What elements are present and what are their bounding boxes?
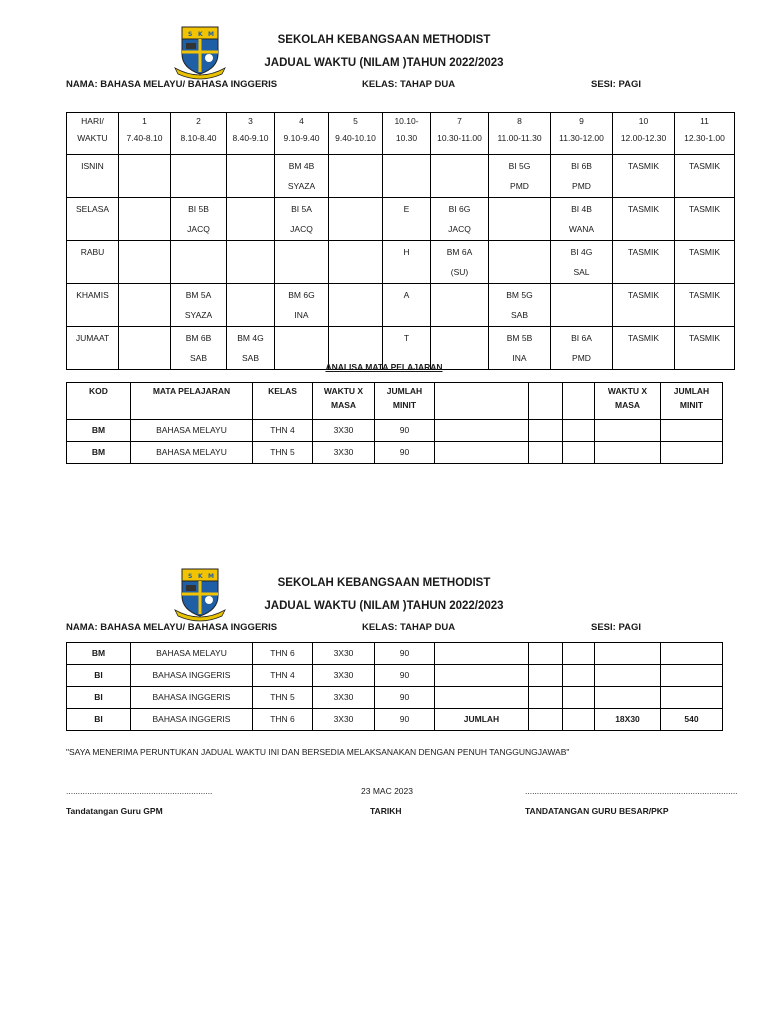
period-cell	[171, 198, 227, 241]
header-line: 11.00-11.30	[497, 133, 542, 143]
analysis-cell: BI	[67, 687, 131, 709]
analysis-header-text: KOD	[89, 386, 108, 396]
analysis-cell: JUMLAH	[435, 709, 529, 731]
day-label: JUMAAT	[75, 333, 110, 343]
day-cell	[67, 198, 119, 241]
period-cell	[171, 155, 227, 198]
lesson-text: BI 6A	[571, 333, 592, 343]
period-cell	[171, 284, 227, 327]
analysis-cell: 3X30	[313, 643, 375, 665]
lesson-text: H	[403, 247, 410, 257]
analysis-cell	[435, 420, 529, 442]
period-cell	[329, 241, 383, 284]
analysis-cell	[435, 687, 529, 709]
header-line: 12.30-1.00	[684, 133, 725, 143]
period-cell	[329, 284, 383, 327]
analysis-cell	[595, 420, 661, 442]
period-cell	[613, 241, 675, 284]
lesson-text: SAB	[241, 353, 259, 363]
lesson-text: JACQ	[290, 224, 313, 234]
analysis-row	[67, 687, 723, 709]
analysis-title: ANALISA MATA PELAJARAN	[325, 362, 443, 372]
teacher-name: NAMA: BAHASA MELAYU/ BAHASA INGGERIS	[66, 79, 278, 90]
timetable-header-cell	[489, 113, 551, 155]
period-cell	[431, 155, 489, 198]
analysis-cell: 540	[661, 709, 723, 731]
analysis-header-cell	[253, 383, 313, 420]
signature-line-right: ..........................................................................................	[525, 786, 738, 796]
lesson-text: (SU)	[450, 267, 469, 277]
analysis-cell: 90	[375, 665, 435, 687]
signature-line-left: ..............................................................	[66, 786, 213, 796]
analysis-header-cell	[375, 383, 435, 420]
timetable-header-cell	[275, 113, 329, 155]
lesson-text: BI 6G	[448, 204, 471, 214]
period-cell	[551, 241, 613, 284]
timetable-header-cell	[383, 113, 431, 155]
period-cell	[431, 284, 489, 327]
analysis-cell: 3X30	[313, 420, 375, 442]
analysis-cell: BAHASA INGGERIS	[131, 665, 253, 687]
svg-text:K: K	[198, 573, 203, 580]
lesson-text: TASMIK	[688, 333, 720, 343]
analysis-row	[67, 420, 723, 442]
period-cell	[675, 155, 735, 198]
analysis-cell	[435, 665, 529, 687]
analysis-cell	[661, 665, 723, 687]
analysis-cell	[435, 442, 529, 464]
lesson-text: SAL	[573, 267, 590, 277]
lesson-text: WANA	[568, 224, 595, 234]
timetable-header-row	[67, 113, 735, 155]
lesson-text: INA	[294, 310, 309, 320]
header-line: 7.40-8.10	[126, 133, 163, 143]
analysis-header-text: WAKTU X	[607, 386, 648, 396]
analysis-cell: 3X30	[313, 709, 375, 731]
lesson-text: JACQ	[448, 224, 471, 234]
timetable-header-cell	[67, 113, 119, 155]
day-cell	[67, 241, 119, 284]
lesson-text: TASMIK	[688, 161, 720, 171]
lesson-text: JACQ	[187, 224, 210, 234]
analysis-cell	[563, 420, 595, 442]
analysis-cell: 90	[375, 643, 435, 665]
period-cell	[119, 284, 171, 327]
header-line: 5	[353, 116, 358, 126]
header-line: 9.10-9.40	[283, 133, 320, 143]
day-label: RABU	[80, 247, 105, 257]
lesson-text: BM 5B	[506, 333, 533, 343]
header-line: 8	[517, 116, 522, 126]
period-cell	[329, 155, 383, 198]
analysis-header-cell	[529, 383, 563, 420]
lesson-text: BM 6B	[185, 333, 212, 343]
header-line: 3	[248, 116, 253, 126]
lesson-text: BM 4G	[237, 333, 264, 343]
timetable-row	[67, 241, 735, 284]
lesson-text: A	[403, 290, 410, 300]
lesson-text: PMD	[572, 181, 591, 191]
analysis-cell: 90	[375, 687, 435, 709]
lesson-text: TASMIK	[627, 290, 659, 300]
svg-text:S: S	[188, 31, 193, 38]
analysis-row	[67, 665, 723, 687]
analysis-cell: BAHASA MELAYU	[131, 420, 253, 442]
analysis-cell	[563, 687, 595, 709]
schedule-title-2: JADUAL WAKTU (NILAM )TAHUN 2022/2023	[264, 600, 504, 612]
period-cell	[119, 241, 171, 284]
analysis-cell	[563, 442, 595, 464]
svg-text:S: S	[188, 573, 193, 580]
lesson-text: BI 5A	[291, 204, 312, 214]
analysis-cell	[529, 420, 563, 442]
analysis-cell: 90	[375, 420, 435, 442]
session-label: SESI: PAGI	[591, 79, 641, 90]
period-cell	[675, 241, 735, 284]
period-cell	[329, 198, 383, 241]
signature-date: 23 MAC 2023	[361, 786, 413, 796]
analysis-cell	[595, 643, 661, 665]
analysis-cell: BI	[67, 709, 131, 731]
lesson-text: E	[403, 204, 410, 214]
analysis-cell: 90	[375, 442, 435, 464]
analysis-cell	[595, 687, 661, 709]
header-line: 9.40-10.10	[335, 133, 376, 143]
timetable	[66, 112, 735, 370]
lesson-text: SYAZA	[184, 310, 213, 320]
period-cell	[227, 241, 275, 284]
lesson-text: TASMIK	[688, 290, 720, 300]
period-cell	[275, 155, 329, 198]
lesson-text: PMD	[510, 181, 529, 191]
analysis-cell: THN 5	[253, 687, 313, 709]
lesson-text: BI 4B	[571, 204, 592, 214]
header-line: 7	[457, 116, 462, 126]
analysis-cell	[529, 643, 563, 665]
period-cell	[489, 241, 551, 284]
analysis-row	[67, 709, 723, 731]
analysis-cell: THN 4	[253, 420, 313, 442]
analysis-header-text: MASA	[614, 400, 641, 410]
period-cell	[489, 198, 551, 241]
analysis-header-text: JUMLAH	[386, 386, 423, 396]
analysis-header-text: KELAS	[268, 386, 297, 396]
period-cell	[675, 284, 735, 327]
analysis-cell	[529, 665, 563, 687]
timetable-row	[67, 284, 735, 327]
analysis-cell	[529, 687, 563, 709]
declaration-text: "SAYA MENERIMA PERUNTUKAN JADUAL WAKTU INI DAN BERSEDIA MELAKSANAKAN DENGAN PENUH TANGGUNGJAWAB"	[66, 747, 570, 757]
analysis-cell: THN 6	[253, 643, 313, 665]
timetable-row	[67, 155, 735, 198]
lesson-text: PMD	[572, 353, 591, 363]
analysis-cell	[661, 643, 723, 665]
analysis-header-cell	[563, 383, 595, 420]
svg-text:M: M	[208, 31, 214, 38]
analysis-cell: 3X30	[313, 665, 375, 687]
analysis-header-cell	[313, 383, 375, 420]
lesson-text: BI 5G	[508, 161, 531, 171]
period-cell	[171, 241, 227, 284]
lesson-text: BM 6A	[446, 247, 473, 257]
analysis-cell: THN 5	[253, 442, 313, 464]
analysis-table-page2	[66, 642, 723, 731]
analysis-cell	[563, 665, 595, 687]
timetable-header-cell	[329, 113, 383, 155]
header-line: 12.00-12.30	[620, 133, 667, 143]
day-cell	[67, 284, 119, 327]
timetable-header-cell	[551, 113, 613, 155]
header-line: HARI/	[81, 116, 104, 126]
period-cell	[119, 155, 171, 198]
analysis-header-row	[67, 383, 723, 420]
header-line: 8.40-9.10	[232, 133, 269, 143]
analysis-cell: THN 4	[253, 665, 313, 687]
analysis-header-cell	[661, 383, 723, 420]
period-cell	[489, 284, 551, 327]
header-line: 9	[579, 116, 584, 126]
period-cell	[551, 198, 613, 241]
timetable-header-cell	[675, 113, 735, 155]
period-cell	[613, 155, 675, 198]
label-guru-gpm: Tandatangan Guru GPM	[66, 806, 163, 816]
school-name: SEKOLAH KEBANGSAAN METHODIST	[277, 34, 491, 46]
period-cell	[489, 155, 551, 198]
header-line: 10.30	[395, 133, 418, 143]
analysis-cell: THN 6	[253, 709, 313, 731]
analysis-table-page1	[66, 382, 723, 464]
analysis-header-cell	[595, 383, 661, 420]
analysis-header-cell	[67, 383, 131, 420]
period-cell	[227, 155, 275, 198]
analysis-cell	[595, 665, 661, 687]
lesson-text: SAB	[510, 310, 528, 320]
header-line: 8.10-8.40	[180, 133, 217, 143]
lesson-text: BI 4G	[570, 247, 593, 257]
analysis-cell	[529, 709, 563, 731]
header-line: 4	[299, 116, 304, 126]
analysis-cell	[529, 442, 563, 464]
lesson-text: TASMIK	[627, 204, 659, 214]
analysis-cell: BAHASA INGGERIS	[131, 709, 253, 731]
timetable-header-cell	[227, 113, 275, 155]
schedule-title: JADUAL WAKTU (NILAM )TAHUN 2022/2023	[264, 57, 504, 69]
period-cell	[613, 198, 675, 241]
analysis-cell: BAHASA MELAYU	[131, 643, 253, 665]
header-line: 10.30-11.00	[437, 133, 482, 143]
analysis-cell: BI	[67, 665, 131, 687]
day-label: ISNIN	[81, 161, 104, 171]
svg-text:M: M	[208, 573, 214, 580]
analysis-cell	[661, 687, 723, 709]
analysis-cell	[563, 643, 595, 665]
lesson-text: BI 5B	[188, 204, 209, 214]
analysis-cell: BM	[67, 420, 131, 442]
school-crest-logo-2	[172, 566, 228, 622]
lesson-text: BM 5A	[185, 290, 212, 300]
analysis-cell	[563, 709, 595, 731]
label-tarikh: TARIKH	[370, 806, 402, 816]
period-cell	[383, 198, 431, 241]
lesson-text: BI 6B	[571, 161, 592, 171]
lesson-text: TASMIK	[688, 204, 720, 214]
lesson-text: TASMIK	[627, 161, 659, 171]
lesson-text: TASMIK	[688, 247, 720, 257]
analysis-row	[67, 442, 723, 464]
teacher-name-2: NAMA: BAHASA MELAYU/ BAHASA INGGERIS	[66, 622, 278, 633]
header-line: 2	[196, 116, 201, 126]
analysis-header-text: JUMLAH	[673, 386, 710, 396]
label-guru-besar: TANDATANGAN GURU BESAR/PKP	[525, 806, 669, 816]
header-line: WAKTU	[77, 133, 108, 143]
period-cell	[551, 155, 613, 198]
period-cell	[275, 241, 329, 284]
session-label-2: SESI: PAGI	[591, 622, 641, 633]
school-name-2: SEKOLAH KEBANGSAAN METHODIST	[277, 577, 491, 589]
period-cell	[431, 198, 489, 241]
analysis-header-text: WAKTU X	[323, 386, 364, 396]
analysis-cell	[595, 442, 661, 464]
analysis-row	[67, 643, 723, 665]
period-cell	[551, 284, 613, 327]
analysis-cell: BM	[67, 442, 131, 464]
day-label: KHAMIS	[76, 290, 109, 300]
analysis-cell: BM	[67, 643, 131, 665]
analysis-cell: 3X30	[313, 442, 375, 464]
period-cell	[275, 284, 329, 327]
lesson-text: SYAZA	[287, 181, 316, 191]
period-cell	[227, 198, 275, 241]
analysis-cell: BAHASA MELAYU	[131, 442, 253, 464]
lesson-text: BM 5G	[506, 290, 533, 300]
timetable-header-cell	[613, 113, 675, 155]
header-line: 11	[700, 116, 709, 126]
day-cell	[67, 155, 119, 198]
lesson-text: SAB	[189, 353, 207, 363]
timetable-header-cell	[119, 113, 171, 155]
class-label-2: KELAS: TAHAP DUA	[362, 622, 456, 633]
analysis-header-cell	[435, 383, 529, 420]
header-line: 11.30-12.00	[559, 133, 604, 143]
period-cell	[119, 198, 171, 241]
analysis-cell: 18X30	[595, 709, 661, 731]
analysis-cell	[661, 420, 723, 442]
analysis-cell	[661, 442, 723, 464]
lesson-text: BM 6G	[288, 290, 315, 300]
analysis-header-cell	[131, 383, 253, 420]
period-cell	[227, 284, 275, 327]
timetable-header-cell	[431, 113, 489, 155]
class-label: KELAS: TAHAP DUA	[362, 79, 456, 90]
period-cell	[383, 241, 431, 284]
analysis-header-text: MINIT	[392, 400, 417, 410]
header-line: 10.10-	[394, 116, 419, 126]
analysis-cell: BAHASA INGGERIS	[131, 687, 253, 709]
lesson-text: BM 4B	[288, 161, 315, 171]
lesson-text: TASMIK	[627, 333, 659, 343]
analysis-cell: 90	[375, 709, 435, 731]
analysis-cell	[435, 643, 529, 665]
analysis-header-text: MATA PELAJARAN	[152, 386, 231, 396]
analysis-cell: 3X30	[313, 687, 375, 709]
header-line: 10	[638, 116, 649, 126]
header-line: 1	[142, 116, 147, 126]
lesson-text: TASMIK	[627, 247, 659, 257]
lesson-text: T	[403, 333, 410, 343]
timetable-row	[67, 198, 735, 241]
svg-text:K: K	[198, 31, 203, 38]
timetable-header-cell	[171, 113, 227, 155]
analysis-header-text: MASA	[330, 400, 357, 410]
lesson-text: INA	[512, 353, 527, 363]
day-label: SELASA	[75, 204, 110, 214]
period-cell	[383, 284, 431, 327]
analysis-header-text: MINIT	[679, 400, 704, 410]
period-cell	[383, 155, 431, 198]
period-cell	[675, 198, 735, 241]
period-cell	[613, 284, 675, 327]
period-cell	[275, 198, 329, 241]
period-cell	[431, 241, 489, 284]
school-crest-logo	[172, 24, 228, 80]
